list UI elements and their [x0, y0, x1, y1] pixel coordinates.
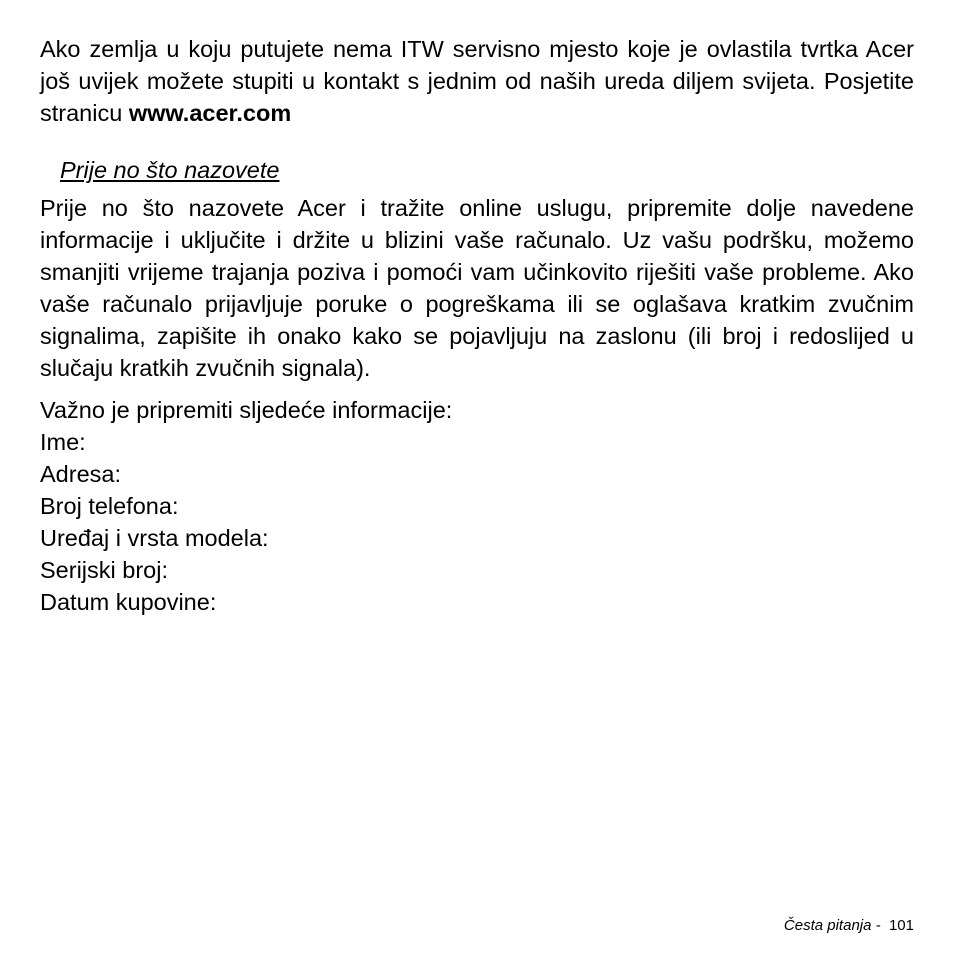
info-field-phone: Broj telefona: [40, 493, 179, 519]
page-footer [784, 916, 914, 936]
info-field-device-model: Uređaj i vrsta modela: [40, 525, 269, 551]
intro-text: Ako zemlja u koju putujete nema ITW servisno mjesto koje je ovlastila tvrtka Acer još uvijek možete stupiti u kontakt s jednim od naših ureda diljem svijeta. Posjetite stranicu [40, 36, 914, 126]
section-body-paragraph: Prije no što nazovete Acer i tražite online uslugu, pripremite dolje navedene informacije i uključite i držite u blizini vaše računalo. Uz vašu podršku, možemo smanjiti vrijeme trajanja poziva i pomoći vam učinkovito riješiti vaše probleme. Ako vaše računalo prijavljuje poruke o pogreškama ili se oglašava kratkim zvučnim signalima, zapišite ih onako kako se pojavljuju na zaslonu (ili broj i redoslijed u slučaju kratkih zvučnih signala). [40, 195, 914, 381]
info-field-name: Ime: [40, 429, 86, 455]
intro-paragraph [40, 33, 914, 129]
info-field-purchase-date: Datum kupovine: [40, 589, 217, 615]
page-number: 101 [888, 917, 914, 934]
info-field-serial-number: Serijski broj: [40, 557, 168, 583]
section-heading: Prije no što nazovete [60, 157, 280, 183]
info-intro: Važno je pripremiti sljedeće informacije: [40, 397, 453, 423]
footer-section-label: Česta pitanja - [783, 917, 881, 934]
info-list [40, 394, 914, 618]
acer-website-link[interactable]: www.acer.com [128, 100, 292, 126]
info-field-address: Adresa: [40, 461, 121, 487]
